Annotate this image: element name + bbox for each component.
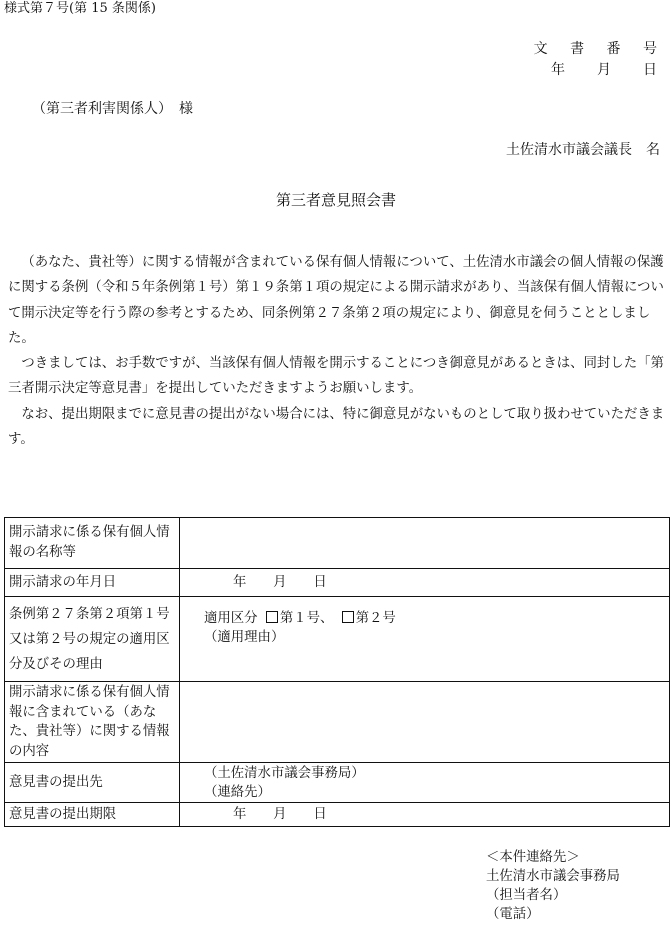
- document-number: 文 書 番 号: [533, 41, 666, 57]
- contact-person: （担当者名）: [486, 888, 567, 903]
- contact-heading: ＜本件連絡先＞: [486, 850, 580, 865]
- row-value-info-name: [180, 518, 670, 569]
- row-label-deadline: 意見書の提出期限: [5, 803, 180, 827]
- table-row: [5, 569, 670, 597]
- checkbox-option-2[interactable]: [342, 611, 354, 623]
- row-label-classification: 条例第２７条第２項第１号又は第２号の規定の適用区分及びその理由: [5, 597, 180, 682]
- contact-office: 土佐清水市議会事務局: [486, 869, 620, 884]
- row-label-request-date: 開示請求の年月日: [5, 569, 180, 597]
- contact-phone: （電話）: [486, 907, 540, 922]
- form-number-label: 様式第７号(第 15 条関係): [4, 1, 156, 16]
- submit-to-contact: （連絡先）: [204, 784, 271, 800]
- table-row: [5, 518, 670, 569]
- classification-reason: （適用理由）: [204, 630, 285, 645]
- row-label-info-name: 開示請求に係る保有個人情報の名称等: [5, 518, 180, 569]
- document-date: 年 月 日: [551, 62, 666, 78]
- option-1-label: 第１号、: [279, 611, 334, 626]
- table-row: [5, 803, 670, 827]
- document-title: 第三者意見照会書: [275, 191, 396, 209]
- body-text: [8, 250, 670, 452]
- row-value-request-date: 年 月 日: [180, 569, 670, 597]
- classification-prefix: 適用区分: [204, 611, 258, 626]
- row-value-submit-to: [180, 763, 670, 803]
- contact-block: [486, 848, 620, 924]
- row-label-submit-to: 意見書の提出先: [5, 763, 180, 803]
- table-row: [5, 682, 670, 763]
- row-value-info-content: [180, 682, 670, 763]
- body-paragraph-1: （あなた、貴社等）に関する情報が含まれている保有個人情報について、土佐清水市議会の個人情報の保護に関する条例（令和５年条例第１号）第１９条第１項の規定による開示請求があり、当該保有個人情報について開示決定等を行う際の参考とするため、同条例第２７条第２項の規定により、御意見を伺うこととしました。: [8, 255, 664, 346]
- body-paragraph-3: なお、提出期限までに意見書の提出がない場合には、特に御意見がないものとして取り扱わせていただきます。: [8, 406, 665, 448]
- sender: 土佐清水市議会議長 名: [506, 142, 660, 158]
- submit-to-office: （土佐清水市議会事務局）: [204, 765, 365, 781]
- row-value-deadline: 年 月 日: [180, 803, 670, 827]
- table-row: [5, 763, 670, 803]
- row-value-classification: [180, 597, 670, 682]
- row-label-info-content: 開示請求に係る保有個人情報に含まれている（あなた、貴社等）に関する情報の内容: [5, 682, 180, 763]
- inquiry-table: [4, 517, 670, 827]
- option-2-label: 第２号: [355, 611, 396, 626]
- body-paragraph-2: つきましては、お手数ですが、当該保有個人情報を開示することにつき御意見があるときは、同封した「第三者開示決定等意見書」を提出していただきますようお願いします。: [8, 356, 664, 397]
- checkbox-option-1[interactable]: [266, 611, 278, 623]
- table-row: [5, 597, 670, 682]
- addressee: （第三者利害関係人） 様: [32, 101, 193, 117]
